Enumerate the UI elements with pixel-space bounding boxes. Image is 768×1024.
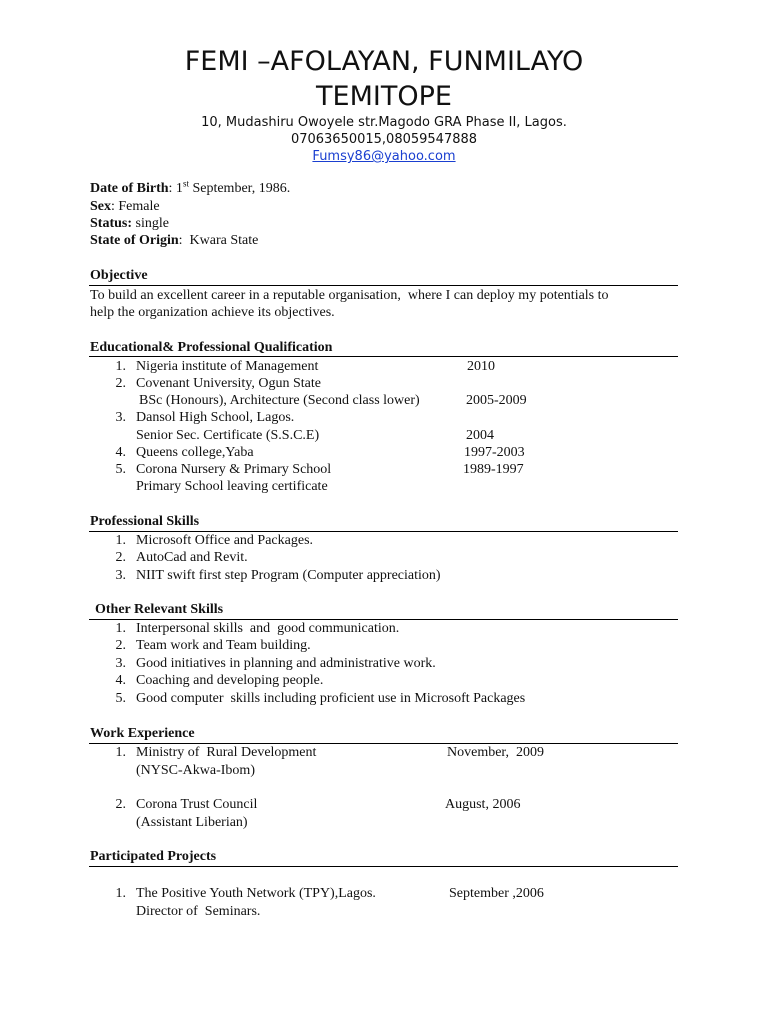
- objective-line1: To build an excellent career in a reputable organisation, where I can deploy my potentials to: [90, 288, 609, 303]
- list-item-number: 5.: [115, 691, 126, 706]
- dob-suffix: st: [182, 178, 189, 189]
- work-item-employer: Ministry of Rural Development: [136, 745, 317, 760]
- email-link[interactable]: Fumsy86@yahoo.com: [312, 149, 456, 164]
- origin-label: State of Origin: [90, 233, 179, 248]
- education-item-number: 2.: [115, 376, 126, 391]
- list-item-text: Good initiatives in planning and administrative work.: [136, 656, 436, 671]
- projects-heading: Participated Projects: [90, 849, 217, 864]
- education-item-date: 2004: [466, 428, 494, 443]
- objective-heading: Objective: [90, 268, 148, 283]
- list-item-text: Good computer skills including proficient use in Microsoft Packages: [136, 691, 526, 706]
- applicant-name-line1: FEMI –AFOLAYAN, FUNMILAYO: [184, 46, 584, 77]
- projects-divider: [89, 866, 678, 867]
- education-item-title: Dansol High School, Lagos.: [136, 410, 295, 425]
- education-item-date: 2010: [467, 359, 495, 374]
- education-heading: Educational& Professional Qualification: [90, 340, 333, 355]
- education-item-number: 3.: [115, 410, 126, 425]
- education-item-detail: BSc (Honours), Architecture (Second class lower): [139, 393, 420, 408]
- list-item-number: 4.: [115, 673, 126, 688]
- list-item-number: 3.: [115, 656, 126, 671]
- education-item-title: Covenant University, Ogun State: [136, 376, 321, 391]
- origin-value: : Kwara State: [178, 233, 259, 248]
- project-item-title: The Positive Youth Network (TPY),Lagos.: [136, 886, 376, 901]
- work-item-date: November, 2009: [447, 745, 545, 760]
- project-item-number: 1.: [115, 886, 126, 901]
- applicant-name-line2: TEMITOPE: [316, 81, 452, 112]
- list-item-text: NIIT swift first step Program (Computer appreciation): [136, 568, 441, 583]
- education-divider: [89, 356, 678, 357]
- education-item-title: Corona Nursery & Primary School: [136, 462, 332, 477]
- education-item-number: 5.: [115, 462, 126, 477]
- dob-label: Date of Birth: [90, 181, 169, 196]
- work-experience-heading: Work Experience: [90, 726, 195, 741]
- dob-day: : 1: [168, 181, 183, 196]
- education-item-title: Nigeria institute of Management: [136, 359, 319, 374]
- education-item-detail: Senior Sec. Certificate (S.S.C.E): [136, 428, 320, 443]
- phone-numbers: 07063650015,08059547888: [290, 132, 478, 147]
- email-line: [0, 148, 768, 165]
- sex: [90, 198, 160, 215]
- list-item-text: Team work and Team building.: [136, 638, 311, 653]
- list-item-number: 3.: [115, 568, 126, 583]
- work-item-number: 2.: [115, 797, 126, 812]
- status-value: single: [132, 216, 169, 231]
- list-item-text: Microsoft Office and Packages.: [136, 533, 314, 548]
- sex-label: Sex: [90, 199, 111, 214]
- status-label: Status:: [90, 216, 133, 231]
- education-item-detail: Primary School leaving certificate: [136, 479, 328, 494]
- sex-value: : Female: [111, 199, 160, 214]
- date-of-birth: [90, 180, 290, 197]
- dob-rest: September, 1986.: [188, 181, 291, 196]
- education-item-title: Queens college,Yaba: [136, 445, 254, 460]
- work-item-number: 1.: [115, 745, 126, 760]
- education-item-date: 2005-2009: [466, 393, 527, 408]
- education-item-number: 4.: [115, 445, 126, 460]
- professional-skills-heading: Professional Skills: [90, 514, 200, 529]
- list-item-text: Interpersonal skills and good communication.: [136, 621, 400, 636]
- project-item-role: Director of Seminars.: [136, 904, 261, 919]
- other-skills-heading: Other Relevant Skills: [95, 602, 224, 617]
- list-item-number: 1.: [115, 621, 126, 636]
- education-item-date: 1989-1997: [463, 462, 524, 477]
- project-item-date: September ,2006: [449, 886, 544, 901]
- list-item-text: AutoCad and Revit.: [136, 550, 248, 565]
- state-of-origin: [90, 232, 258, 249]
- work-item-employer: Corona Trust Council: [136, 797, 258, 812]
- work-item-detail: (Assistant Liberian): [136, 815, 248, 830]
- list-item-number: 2.: [115, 550, 126, 565]
- work-item-detail: (NYSC-Akwa-Ibom): [136, 763, 255, 778]
- marital-status: [90, 215, 169, 232]
- work-item-date: August, 2006: [445, 797, 521, 812]
- list-item-number: 2.: [115, 638, 126, 653]
- list-item-number: 1.: [115, 533, 126, 548]
- address: 10, Mudashiru Owoyele str.Magodo GRA Phase II, Lagos.: [201, 115, 567, 130]
- list-item-text: Coaching and developing people.: [136, 673, 324, 688]
- objective-divider: [89, 285, 678, 286]
- education-item-number: 1.: [115, 359, 126, 374]
- objective-line2: help the organization achieve its objectives.: [90, 305, 335, 320]
- education-item-date: 1997-2003: [464, 445, 525, 460]
